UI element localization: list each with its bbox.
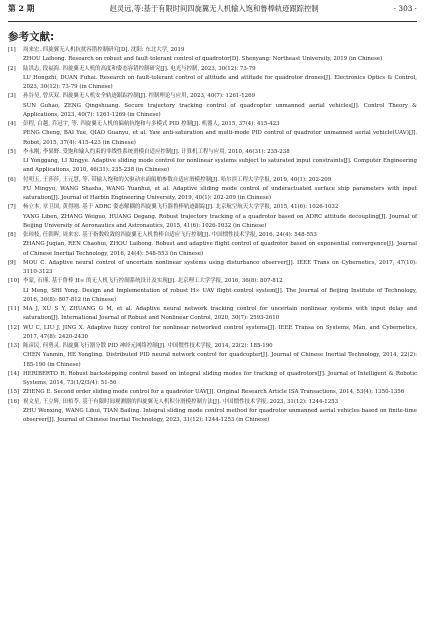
- reference-number: [15]: [8, 389, 20, 396]
- reference-text: 杨立本, 章卫国, 黄得刚. 基于 ADRC 姿态解耦的四旋翼飞行器鲁棒轨迹跟踪[J]. 北京航空航天大学学报, 2015, 41(6): 1026-1032: [23, 204, 339, 211]
- reference-translation: LI Meng, SHI Yong. Design and Implementation of robust H∞ UAV flight control system[J]. The Journal of Beijing Institute of Technology, 2016, 36(8): 807-812 (in Chinese): [23, 287, 417, 303]
- reference-text: 李永刚, 李果野. 受饱和输入约束的非线性系统滑模自适应控制[J]. 计算机工程与应用, 2010, 46(31): 235-238: [23, 148, 290, 155]
- reference-number: [2]: [8, 65, 16, 72]
- reference-translation: FU Mingyu, WANG Shasha, WANG Yuanhui, et al. Adaptive sliding mode control of underactuated surface ship parameters with input saturation[J]. Journal of Harbin Engineering University, 2019, 40(1): 202-209 (in Chinese): [23, 185, 417, 201]
- reference-item: [8, 148, 417, 176]
- reference-text: 祝文星, 王立辉, 田栢苓. 基于有限时间观测器的四旋翼无人机积分滑模控制方法[J]. 中国惯性技术学报, 2023, 31(12): 1244-1253: [23, 398, 339, 405]
- reference-number: [10]: [8, 278, 20, 285]
- reference-number: [7]: [8, 204, 16, 211]
- reference-item: [8, 342, 417, 370]
- reference-number: [4]: [8, 121, 16, 127]
- reference-item: [8, 203, 417, 231]
- reference-text: 彭程, 白越, 乔冠宇, 等. 四旋翼无人机的偏航抗饱和与多模式 PID 控制[J]. 机器人, 2015, 37(4): 415-423: [23, 121, 280, 127]
- page-number: · 303 ·: [393, 4, 417, 13]
- reference-translation: PENG Cheng, BAI Yue, QIAO Guanyu, et al. Yaw anti-saturation and multi-mode PID control of quadrotor unmanned aerial vehicle(UAV)[J]. Robot, 2015, 37(4): 415-423 (in Chinese): [23, 130, 417, 146]
- reference-number: [6]: [8, 176, 16, 183]
- reference-text: 周来宏. 四旋翼无人机抗扰容错控制研究[D]. 沈阳: 东北大学, 2019: [23, 47, 185, 53]
- reference-text: 李蒙, 石瑾. 基于鲁棒 H∞ 的无人机飞行控制系统设计及实现[J]. 北京理工大学学报, 2016, 36(8): 807-812: [23, 278, 283, 285]
- reference-text: WU C, LIU J, JING X. Adaptive fuzzy control for nonlinear networked control systems[J]. IEEE Transa on Systems, Man, and Cybernetics, 2017, 47(8): 2420-2430: [23, 324, 417, 340]
- reference-body: [23, 231, 417, 259]
- running-title: 赵灵远,等:基于有限时间四旋翼无人机输入饱和鲁棒轨迹跟踪控制: [109, 4, 319, 13]
- reference-body: [23, 277, 417, 305]
- reference-text: 付明玉, 王莎莎, 王元慧, 等. 带输入饱和的欠驱动水面船舶参数自适应滑模控制[J]. 哈尔滨工程大学学报, 2019, 40(1): 202-209: [23, 176, 332, 183]
- reference-text: 陈彦民, 何勇灵. 四旋翼飞行器分散 PID 神经元网络控制[J]. 中国惯性技术学报, 2014, 22(2): 185-190: [23, 343, 273, 349]
- reference-body: [23, 65, 417, 93]
- reference-body: [23, 370, 417, 389]
- reference-text: MA J, XU S Y, ZHUANG G M, et al. Adaptive neural network tracking control for uncertain nonlinear systems with input delay and saturation[J]. International Journal of Robust and Nonlinear Control, 2020, 30(7): 2593-2610: [23, 306, 417, 322]
- reference-number: [5]: [8, 148, 16, 155]
- reference-item: [8, 324, 417, 343]
- page-header: [8, 0, 417, 22]
- reference-translation: LI Yonggang, LI Xingye. Adaptive sliding mode control for nonlinear systems subject to saturated input constraints[J]. Computer Engineering and Applications, 2010, 46(31): 235-238 (in Chinese): [23, 158, 417, 174]
- reference-body: [23, 120, 417, 148]
- reference-text: 陆洪志, 段福海. 四旋翼无人机的高度和姿态容错控制研究[J]. 电光与控制, 2023, 30(12): 73-79: [23, 65, 256, 72]
- reference-item: [8, 120, 417, 148]
- reference-text: HERIBERTO R. Robust backstepping control based on integral sliding modes for tracking of quadrotors[J]. Journal of Intelligent & Robotic Systems, 2014, 73(1/2/3/4): 51-56: [23, 370, 417, 386]
- issue-number: 第 2 期: [8, 4, 35, 13]
- reference-item: [8, 231, 417, 259]
- reference-body: [23, 259, 417, 278]
- reference-item: [8, 92, 417, 120]
- reference-item: [8, 370, 417, 389]
- reference-number: [9]: [8, 259, 16, 266]
- reference-body: [23, 388, 417, 397]
- reference-body: [23, 203, 417, 231]
- references-heading: 参考文献:: [8, 31, 55, 43]
- reference-item: [8, 65, 417, 93]
- reference-body: [23, 305, 417, 324]
- reference-body: [23, 342, 417, 370]
- reference-number: [1]: [8, 47, 16, 53]
- reference-item: [8, 305, 417, 324]
- reference-text: ZHENG E. Second order sliding mode control for a quadrotor UAV[J]. Original Research Article ISA Transactions, 2014, 53(4): 1350-1356: [23, 389, 405, 396]
- reference-number: [12]: [8, 324, 20, 331]
- reference-item: [8, 259, 417, 278]
- reference-translation: LU Hongzhi, DUAN Fuhai. Research on fault-tolerant control of altitude and attitude for quadrotor drones[J]. Electronics Optics & Control, 2023, 30(12): 73-79 (in Chinese): [23, 74, 417, 90]
- reference-body: [23, 46, 417, 65]
- reference-number: [8]: [8, 232, 16, 238]
- reference-translation: ZHANG Juqian, REN Chaohui, ZHOU Laihong. Robust and adaptive flight control of quadrotor based on exponential convergence[J]. Journal of Chinese Inertial Technology, 2016, 24(4): 548-553 (in Chinese): [23, 241, 417, 257]
- reference-body: [23, 324, 417, 343]
- reference-list: [8, 46, 417, 425]
- reference-translation: CHEN Yanmin, HE Yongling. Distributed PID neural network control for quadcopter[J]. Journal of Chinese Inertial Technology, 2014, 22(2): 185-190 (in Chinese): [23, 352, 417, 368]
- reference-text: 孙谷昊, 曾庆双. 四旋翼无人机安全轨迹跟踪控制[J]. 控制理论与应用, 2023, 40(7): 1261-1269: [23, 93, 256, 100]
- reference-item: [8, 176, 417, 204]
- reference-text: 张琼枝, 任朝晖, 周来宏. 基于指数收敛的四旋翼无人机鲁棒自适应飞行控制[J]. 中国惯性技术学报, 2016, 24(4): 548-553: [23, 232, 317, 238]
- reference-body: [23, 176, 417, 204]
- reference-translation: ZHU Wenxing, WANG Lihui, TIAN Bailing. Integral sliding mode control method for quadrotor unmanned aerial vehicles based on finite-time observer[J]. Journal of Chinese Inertial Technology, 2023, 31(12): 1244-1253 (in Chinese): [23, 407, 417, 423]
- reference-text: MOU C. Adaptive neural control of uncertain nonlinear systems using disturbance observer[J]. IEEE Trans on Cybernetics, 2017, 47(10): 3110-3123: [23, 259, 417, 275]
- reference-number: [16]: [8, 398, 20, 405]
- reference-translation: SUN Guhao, ZENG Qingshuang. Secure trajectory tracking control of quadcopter unmanned aerial vehicles[J]. Control Theory & Applications, 2023, 40(7): 1261-1269 (in Chinese): [23, 102, 417, 118]
- reference-translation: YANG Liben, ZHANG Weiguo, HUANG Degang. Robust trajectory tracking of a quadrotor based on ADRC attitude decoupling[J]. Journal of Beijing University of Aeronautics and Astronautics, 2015, 41(6): 1026-1032 (in Chinese): [23, 213, 417, 229]
- reference-translation: ZHOU Laihong. Research on robust and fault-tolerant control of quadrotor[D]. Shenyang: Northeast University, 2019 (in Chinese): [23, 56, 383, 63]
- reference-body: [23, 398, 417, 426]
- reference-item: [8, 277, 417, 305]
- reference-item: [8, 398, 417, 426]
- reference-item: [8, 46, 417, 65]
- reference-number: [13]: [8, 343, 20, 349]
- reference-number: [11]: [8, 306, 20, 312]
- reference-number: [3]: [8, 93, 16, 100]
- reference-body: [23, 92, 417, 120]
- reference-number: [14]: [8, 370, 20, 377]
- reference-body: [23, 148, 417, 176]
- reference-item: [8, 388, 417, 397]
